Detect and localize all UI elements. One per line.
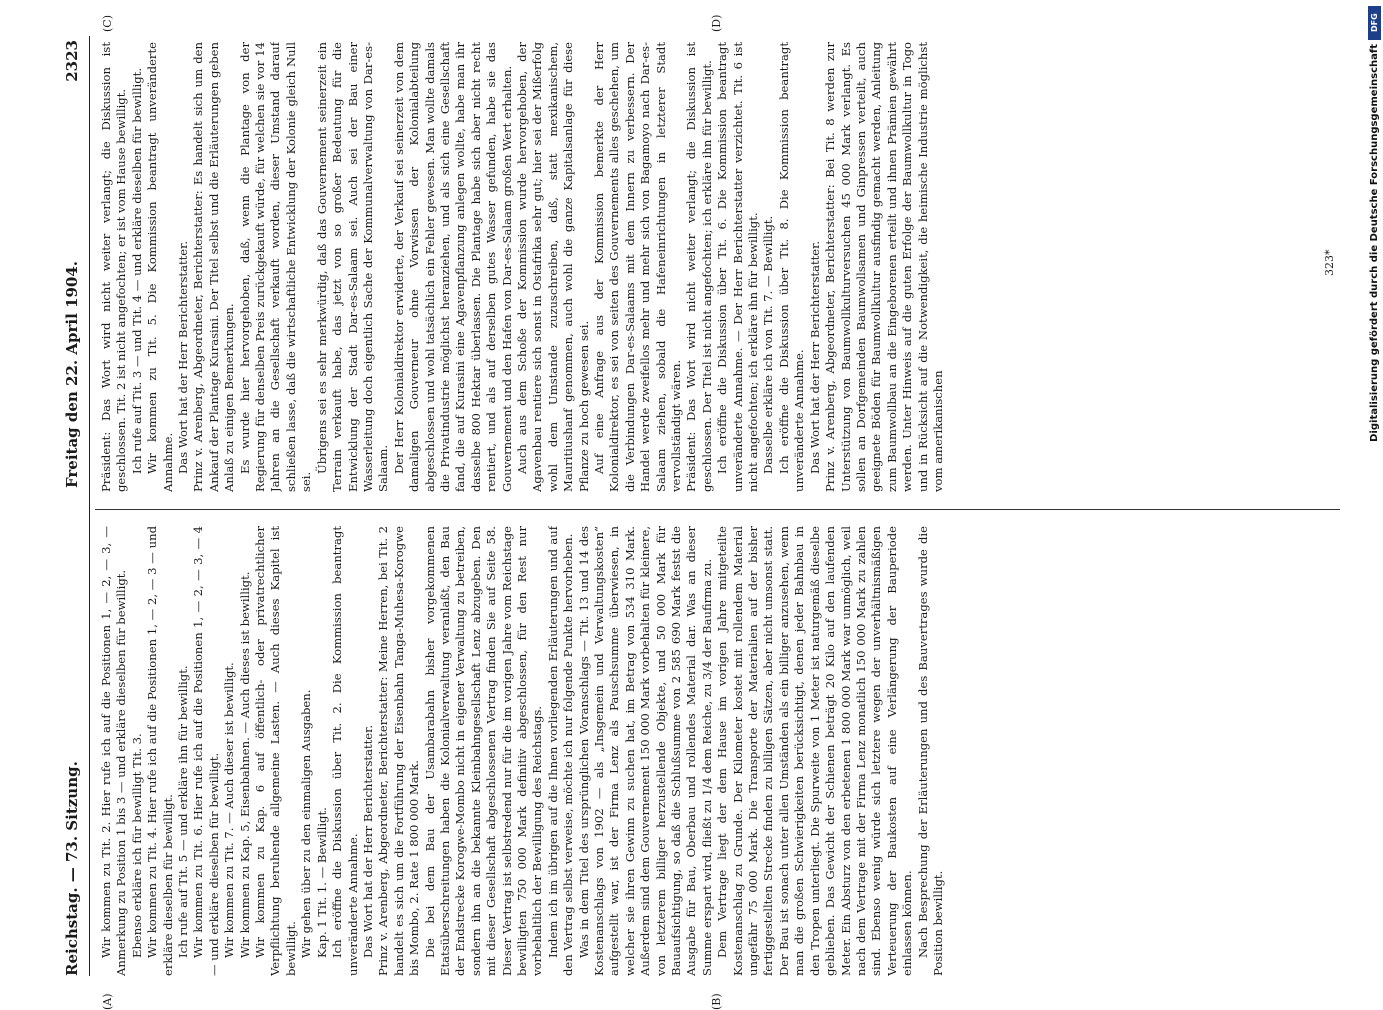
right-column [99,42,1344,492]
left-paragraph: Die bei dem Bau der Usambarabahn bisher vorgekommenen Etatsüberschreitungen haben die Kolonialverwaltung veranlaßt, den Bau der Endstrecke Korogwe-Mombo nicht in eigener Verwaltung zu betreiben, sondern ihn an die bekannte Kleinbahngesellschaft Lenz abzugeben. Den mit dieser Gesellschaft abgeschlossenen Vertrag finden Sie auf Seite 58. Dieser Vertrag ist selbstredend nur für die im vorigen Jahre vom Reichstage bewilligten 750 000 Mark definitiv abgeschlossen, für den Rest nur vorbehaltlich der Bewilligung des Reichstags. [422,526,545,976]
rotated-page [55,14,1345,1010]
left-paragraph: Wir kommen zu Tit. 2. Hier rufe ich auf die Positionen 1, — 2, — 3, — Anmerkung zu Position 1 bis 3 — und erkläre dieselben für bewilligt. [99,526,129,976]
left-paragraph: Was in dem Titel des ursprünglichen Voranschlags — Tit. 13 und 14 des Kostenanschlags von 1902 — als „Insgemein und Verwaltungskosten“ aufgestellt war, ist der Firma Lenz als Pauschsumme überwiesen, in welcher sie ihren Gewinn zu suchen hat, im Betrag von 534 310 Mark. Außerdem sind dem Gouvernement 150 000 Mark vorbehalten für kleinere, von letzterem billiger herzustellende Objekte, und 50 000 Mark für Bauaufsichtigung, so daß die Schlußsumme von 2 585 690 Mark festst die Ausgabe für Bau, Oberbau und rollendes Material dar. Was an dieser Summe erspart wird, fließt zu 1/4 dem Reiche, zu 3/4 der Baufirma zu. [576,526,714,976]
left-paragraph: Wir kommen zu Kap. 6 auf öffentlich- oder privatrechtlicher Verpflichtung beruhende allgemeine Lasten. — Auch dieses Kapitel ist bewilligt. [253,526,298,976]
right-paragraph: Präsident: Das Wort wird nicht weiter verlangt; die Diskussion ist geschlossen. Tit. 2 ist nicht angefochten; er ist vom Hause bewilligt. [99,42,129,492]
header-center: Freitag den 22. April 1904. [63,261,81,488]
right-paragraph: Präsident: Das Wort wird nicht weiter verlangt; die Diskussion ist geschlossen. Der Titel ist nicht angefochten; ich erkläre ihn für bewilligt. [684,42,714,492]
left-paragraph: Wir kommen zu Tit. 6. Hier rufe ich auf die Positionen 1, — 2, — 3, — 4 — und erkläre dieselben für bewilligt. [191,526,221,976]
left-paragraph: Ebenso erkläre ich für bewilligt Tit. 3. [129,733,144,958]
left-paragraph: Prinz v. Arenberg, Abgeordneter, Berichterstatter: Meine Herren, bei Tit. 2 handelt es sich um die Fortführung der Eisenbahn Tanga-Muhesa-Korogwe bis Mombo, 2. Rate 1 800 000 Mark. [376,526,422,976]
right-paragraph: Der Herr Kolonialdirektor erwiderte, der Verkauf sei seinerzeit von dem damaligen Gouverneur ohne Vorwissen der Kolonialabteilung abgeschlossen und wohl tatsächlich ein Fehler gewesen. Man wollte damals die Privatindustrie möglichst heranziehen, und als sich eine Gesellschaft fand, die auf Kurasini eine Agavenpflanzung anlegen wollte, habe man ihr dasselbe 800 Hektar überlassen. Die Plantage habe sich aber nicht recht rentiert, und als auf derselben gutes Wasser gefunden, habe sie das Gouvernement und den Hafen von Dar-es-Salaam großen Wert erhalten. [391,42,514,492]
left-paragraph: Kap. 1 Tit. 1. — Bewilligt. [314,807,329,958]
left-paragraph: Ich rufe auf Tit. 5 — und erkläre ihn für bewilligt. [176,665,191,958]
margin-mark-c: (C) [101,15,114,32]
left-paragraph: Wir kommen zu Kap. 5, Eisenbahnen. — Auch dieses ist bewilligt. [237,571,252,958]
page-header [55,36,89,976]
margin-mark-a: (A) [101,993,114,1010]
margin-mark-d: (D) [710,14,723,32]
left-paragraph: Indem ich im übrigen auf die Ihnen vorliegenden Erläuterungen und auf den Vertrag selbst verweise, möchte ich nur folgende Punkte hervorheben. [545,526,576,976]
left-paragraph: Das Wort hat der Herr Berichterstatter. [360,724,375,958]
dfg-logo: DFG [1368,6,1381,40]
right-paragraph: Prinz v. Arenberg, Abgeordneter, Berichterstatter: Bei Tit. 8 werden zur Unterstützung von Baumwollkulturversuchen 45 000 Mark verlangt. Es sollen an Dorfgemeinden Baumwollsamen und Ginpressen verteilt, auch geeignete Böden für Baumwollkultur ausfindig gemacht werden, Anleitung zum Baumwollbau an die Eingeborenen erteilt und ihnen Prämien gewährt werden. Unter Hinweis auf die guten Erfolge der Baumwollkultur in Togo und in Rücksicht auf die Notwendigkeit, die heimische Industrie möglichst vom amerikanischen [823,42,945,492]
left-paragraph: Wir gehen über zu den einmaligen Ausgaben. [299,689,314,958]
digitization-note: Digitalisierung gefördert durch die Deutsche Forschungsgemeinschaft [1369,44,1380,442]
right-paragraph: Ich eröffne die Diskussion über Tit. 8. Die Kommission beantragt unveränderte Annahme. [776,42,807,492]
right-paragraph: Ich eröffne die Diskussion über Tit. 6. Die Kommission beantragt unveränderte Annahme. — Der Herr Berichterstatter verzichtet. Tit. 6 ist nicht angefochten; ich erkläre ihn für bewilligt. [715,42,761,492]
header-left: Reichstag. — 73. Sitzung. [63,761,81,976]
right-paragraph: Wir kommen zu Tit. 5. Die Kommission beantragt unveränderte Annahme. [145,42,175,492]
header-rule [89,36,90,976]
right-paragraph: Prinz v. Arenberg, Abgeordneter, Berichterstatter: Es handelt sich um den Ankauf der Plantage Kurasini. Der Titel selbst und die Erläuterungen geben Anlaß zu einigen Bemerkungen. [191,42,237,492]
left-column [99,526,1344,976]
right-paragraph: Das Wort hat der Herr Berichterstatter. [807,240,822,474]
page-number: 2323 [63,40,81,82]
right-paragraph: Übrigens sei es sehr merkwürdig, daß das Gouvernement seinerzeit ein Terrain verkauft habe, das jetzt von so großer Bedeutung für die Entwicklung der Stadt Dar-es-Salaam sei. Auch sei der Bau einer Wasserleitung doch eigentlich Sache der Kommunalverwaltung von Dar-es-Salaam. [314,42,391,492]
right-paragraph: Es wurde hier hervorgehoben, daß, wenn die Plantage von der Regierung für denselben Preis zurückgekauft würde, für welchen sie vor 14 Jahren an die Gesellschaft verkauft worden, dieser Umstand darauf schließen lasse, daß die wirtschaftliche Entwicklung der Kolonie gleich Null sei. [237,42,314,492]
right-paragraph: Auch aus dem Schoße der Kommission wurde hervorgehoben, der Agavenbau rentiere sich sonst in Ostafrika sehr gut; hier sei der Mißerfolg wohl dem Umstande zuzuschreiben, daß, statt mexikanischem, Mauritiushanf genommen, auch wohl die ganze Kapitalsanlage für diese Pflanze zu hoch gewesen sei. [514,42,591,492]
right-paragraph: Dasselbe erkläre ich von Tit. 7. — Bewilligt. [761,215,776,474]
right-paragraph: Ich rufe auf Tit. 3 — und Tit. 4 — und erkläre dieselben für bewilligt. [129,67,144,474]
column-divider [95,509,1340,510]
margin-mark-b: (B) [710,993,723,1010]
left-paragraph: Nach Besprechung der Erläuterungen und des Bauvertrages wurde die Position bewilligt. [915,526,945,976]
left-paragraph: Wir kommen zu Tit. 4. Hier rufe ich auf die Positionen 1, — 2, — 3 — und erkläre dieselben für bewilligt. [145,526,175,976]
right-paragraph: Das Wort hat der Herr Berichterstatter. [176,240,191,474]
left-paragraph: Wir kommen zu Tit. 7. — Auch dieser ist bewilligt. [222,662,237,958]
left-paragraph: Ich eröffne die Diskussion über Tit. 2. Die Kommission beantragt unveränderte Annahme. [330,526,360,976]
footer-mark: 323* [1323,249,1336,276]
right-paragraph: Auf eine Anfrage aus der Kommission bemerkte der Herr Kolonialdirektor, es sei von seiten des Gouvernements alles geschehen, um die Verbindungen Dar-es-Salaams mit dem Innern zu verbessern. Der Handel werde zweifellos mehr und mehr sich von Bagamoyo nach Dar-es-Salaam ziehen, sobald die Hafeneinrichtungen in letzterer Stadt vervollständigt wären. [592,42,684,492]
left-paragraph: Dem Vertrage liegt der dem Hause im vorigen Jahre mitgeteilte Kostenanschlag zu Grunde. Der Kilometer kostet mit rollendem Material ungefähr 75 000 Mark. Die Transporte der Materialien auf der bisher fertiggestellten Strecke finden zu billigen Sätzen, aber nicht umsonst statt. Der Bau ist sonach unter allen Umständen als ein billiger anzusehen, wenn man die großen Schwierigkeiten berücksichtigt, denen jeder Bahnbau in den Tropen unterliegt. Die Spurweite von 1 Meter ist naturgemäß dieselbe geblieben. Das Gewicht der Schienen beträgt 20 Kilo auf den laufenden Meter. Ein Absturz von den erbetenen 1 800 000 Mark war unmöglich, weil nach dem Vertrage mit der Firma Lenz monatlich 150 000 Mark zu zahlen sind. Ebenso wenig würde sich letztere wegen der unverhältnismäßigen Verteuerung der Baukosten auf eine Verlängerung der Bauperiode einlassen können. [715,526,915,976]
